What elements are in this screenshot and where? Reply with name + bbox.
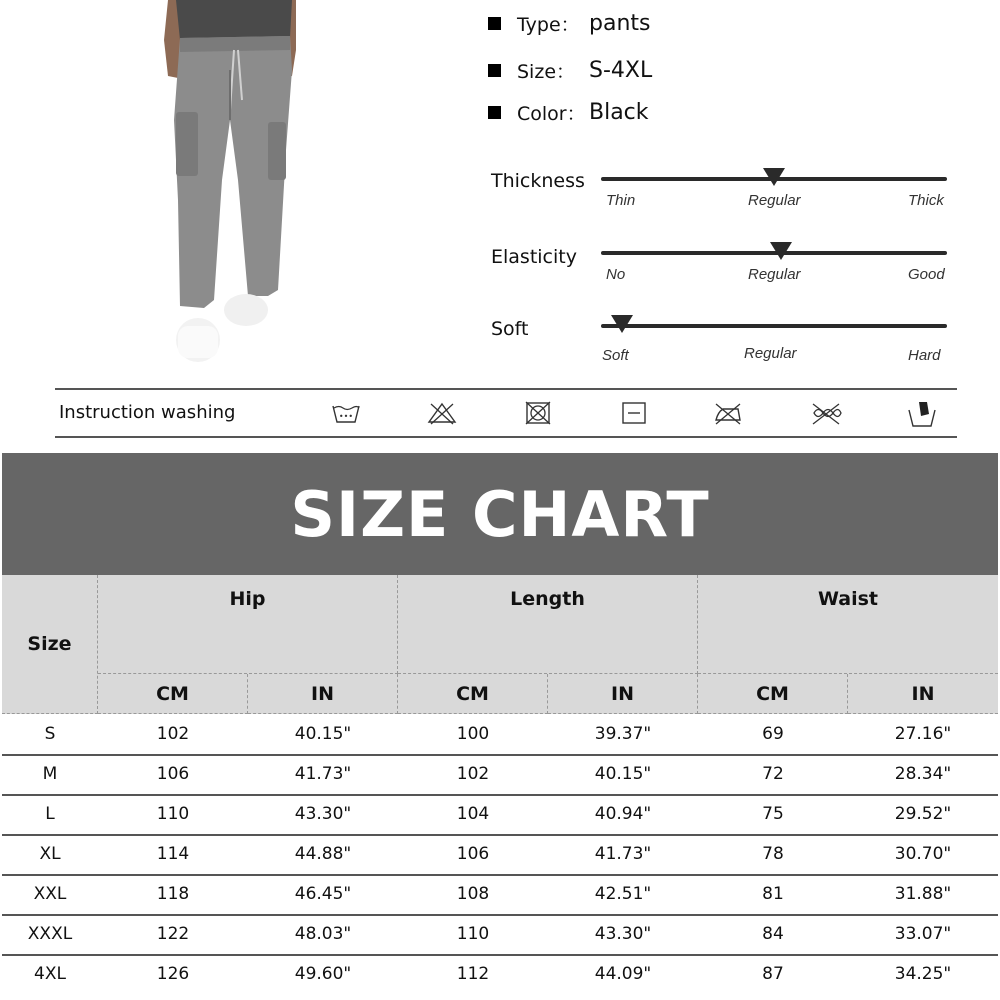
cell-hip-cm: 122 xyxy=(156,924,190,944)
header-size-label: Size xyxy=(27,633,72,655)
product-photo xyxy=(150,0,300,370)
cell-size: 4XL xyxy=(34,964,66,984)
cell-waist-in: 31.88" xyxy=(894,884,952,904)
table-row xyxy=(2,834,998,876)
header-unit-in xyxy=(848,674,998,714)
cell-hip-in: 46.45" xyxy=(294,884,352,904)
cell-hip-in: 44.88" xyxy=(294,844,352,864)
cell-hip-cm: 118 xyxy=(156,884,190,904)
cell-length-cm: 102 xyxy=(456,764,490,784)
do-not-iron-icon xyxy=(713,400,743,426)
cell-length-in: 40.94" xyxy=(594,804,652,824)
unit-label: IN xyxy=(911,682,935,705)
scale-tick-max: Thick xyxy=(908,192,944,209)
header-waist-label: Waist xyxy=(817,588,878,610)
cell-length-cm: 110 xyxy=(456,924,490,944)
spec-type-label: Type： xyxy=(517,13,580,36)
cell-length-in: 42.51" xyxy=(594,884,652,904)
square-bullet-icon xyxy=(488,64,501,77)
header-size xyxy=(2,575,98,714)
scale-tick-min: Soft xyxy=(602,347,629,364)
cell-size: S xyxy=(44,724,56,744)
cell-length-in: 43.30" xyxy=(594,924,652,944)
header-unit-cm xyxy=(98,674,248,714)
cell-waist-in: 27.16" xyxy=(894,724,952,744)
scale-name: Elasticity xyxy=(491,246,577,268)
cell-length-in: 40.15" xyxy=(594,764,652,784)
header-unit-in xyxy=(248,674,398,714)
table-row xyxy=(2,714,998,756)
cell-hip-cm: 106 xyxy=(156,764,190,784)
scale-marker-icon xyxy=(763,168,785,186)
cell-length-in: 44.09" xyxy=(594,964,652,984)
cell-waist-cm: 81 xyxy=(762,884,784,904)
cell-waist-cm: 78 xyxy=(762,844,784,864)
cell-size: L xyxy=(45,804,55,824)
square-bullet-icon xyxy=(488,17,501,30)
cell-size: XL xyxy=(39,844,61,864)
spec-size-label: Size： xyxy=(517,60,576,83)
size-chart-title: SIZE CHART xyxy=(290,477,710,551)
washing-instructions xyxy=(55,388,957,438)
do-not-bleach-icon xyxy=(427,400,457,426)
cell-length-in: 41.73" xyxy=(594,844,652,864)
cell-waist-cm: 69 xyxy=(762,724,784,744)
scale-tick-max: Hard xyxy=(908,347,941,364)
cell-waist-cm: 84 xyxy=(762,924,784,944)
cell-hip-cm: 126 xyxy=(156,964,190,984)
table-row xyxy=(2,754,998,796)
header-waist xyxy=(698,575,998,674)
header-hip-label: Hip xyxy=(229,588,266,610)
cell-size: M xyxy=(42,764,58,784)
cell-hip-in: 49.60" xyxy=(294,964,352,984)
header-hip xyxy=(98,575,398,674)
cell-hip-cm: 102 xyxy=(156,724,190,744)
cell-hip-in: 48.03" xyxy=(294,924,352,944)
scale-tick-min: Thin xyxy=(606,192,636,209)
hand-wash-only-icon xyxy=(907,400,937,426)
cell-waist-in: 34.25" xyxy=(894,964,952,984)
cell-length-cm: 106 xyxy=(456,844,490,864)
cell-size: XXXL xyxy=(27,924,73,944)
cell-hip-in: 40.15" xyxy=(294,724,352,744)
cell-hip-cm: 114 xyxy=(156,844,190,864)
cell-waist-cm: 72 xyxy=(762,764,784,784)
cell-waist-in: 33.07" xyxy=(894,924,952,944)
table-row xyxy=(2,914,998,956)
scale-tick-mid: Regular xyxy=(748,192,801,209)
hand-wash-30-icon xyxy=(331,400,361,426)
unit-label: CM xyxy=(456,682,489,705)
cell-hip-in: 41.73" xyxy=(294,764,352,784)
cell-length-cm: 108 xyxy=(456,884,490,904)
do-not-tumble-dry-icon xyxy=(523,400,553,426)
scale-tick-mid: Regular xyxy=(748,266,801,283)
cell-hip-cm: 110 xyxy=(156,804,190,824)
scale-marker-icon xyxy=(770,242,792,260)
header-unit-in xyxy=(548,674,698,714)
header-length-label: Length xyxy=(510,588,585,610)
spec-size-value: S-4XL xyxy=(589,57,653,83)
unit-label: IN xyxy=(311,682,334,705)
spec-color-label: Color： xyxy=(517,102,586,125)
do-not-dry-clean-icon xyxy=(809,400,839,426)
spec-color-value: Black xyxy=(589,99,649,125)
header-length xyxy=(398,575,698,674)
svg-text:•••: ••• xyxy=(338,412,354,421)
cell-waist-in: 29.52" xyxy=(894,804,952,824)
scale-marker-icon xyxy=(611,315,633,333)
spec-color xyxy=(488,97,649,127)
unit-label: CM xyxy=(156,682,189,705)
scale-name: Soft xyxy=(491,318,529,340)
scale-name: Thickness xyxy=(491,170,585,192)
header-unit-cm xyxy=(398,674,548,714)
cell-waist-cm: 87 xyxy=(762,964,784,984)
cell-size: XXL xyxy=(33,884,67,904)
scale-tick-mid: Regular xyxy=(744,345,797,362)
cell-length-cm: 100 xyxy=(456,724,490,744)
table-row xyxy=(2,794,998,836)
dry-flat-icon xyxy=(619,400,649,426)
cell-length-cm: 104 xyxy=(456,804,490,824)
unit-label: IN xyxy=(611,682,634,705)
cell-hip-in: 43.30" xyxy=(294,804,352,824)
washing-label: Instruction washing xyxy=(59,402,236,423)
scale-tick-min: No xyxy=(606,266,626,283)
spec-type xyxy=(488,8,650,38)
unit-label: CM xyxy=(756,682,789,705)
square-bullet-icon xyxy=(488,106,501,119)
scale-tick-max: Good xyxy=(908,266,945,283)
table-row xyxy=(2,954,998,994)
spec-type-value: pants xyxy=(589,10,651,36)
table-row xyxy=(2,874,998,916)
cell-length-cm: 112 xyxy=(456,964,490,984)
header-unit-cm xyxy=(698,674,848,714)
cell-waist-in: 30.70" xyxy=(894,844,952,864)
cell-waist-cm: 75 xyxy=(762,804,784,824)
cell-waist-in: 28.34" xyxy=(894,764,952,784)
scale-bar xyxy=(601,324,947,328)
spec-size xyxy=(488,55,652,85)
size-chart-banner xyxy=(2,453,998,575)
cell-length-in: 39.37" xyxy=(594,724,652,744)
